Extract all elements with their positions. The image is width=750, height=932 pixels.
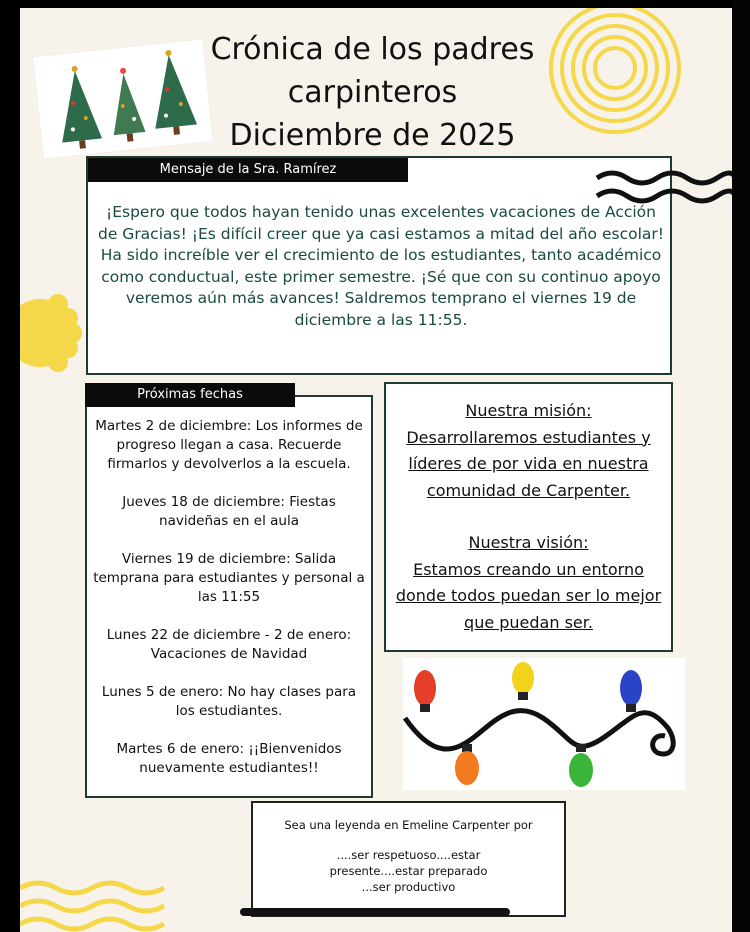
date-item: Martes 6 de enero: ¡¡Bienvenidos nuevamente estudiantes!! [116, 741, 342, 776]
christmas-tree-icon [54, 64, 102, 151]
screen-edge [732, 0, 750, 932]
legend-line-2: ....ser respetuoso....estar presente....estar preparado [329, 848, 488, 878]
message-label: Mensaje de la Sra. Ramírez [88, 158, 408, 182]
upcoming-dates-box [85, 387, 373, 798]
scroll-indicator[interactable] [240, 908, 510, 916]
light-bulb-icon [512, 662, 534, 700]
message-box [86, 156, 672, 375]
light-bulb-icon [455, 744, 479, 785]
light-bulb-icon [414, 670, 436, 712]
newsletter-page [20, 8, 732, 932]
date-item: Jueves 18 de diciembre: Fiestas navideñas en el aula [122, 494, 336, 529]
light-bulb-icon [620, 670, 642, 712]
title-line-2: carpinteros [287, 75, 458, 110]
christmas-lights-image [403, 658, 685, 790]
mission-title: Nuestra misión: [465, 401, 592, 420]
newsletter-title [200, 28, 545, 157]
date-item: Lunes 22 de diciembre - 2 de enero: Vacaciones de Navidad [106, 627, 352, 662]
upcoming-dates-label: Próximas fechas [85, 383, 295, 407]
christmas-trees-image [33, 39, 213, 158]
christmas-tree-icon [107, 66, 147, 143]
date-item: Lunes 5 de enero: No hay clases para los estudiantes. [101, 684, 357, 719]
light-bulb-icon [569, 744, 593, 787]
date-item: Viernes 19 de diciembre: Salida temprana para estudiantes y personal a las 11:55 [93, 551, 365, 605]
message-text: ¡Espero que todos hayan tenido unas excelentes vacaciones de Acción de Gracias! ¡Es difícil creer que ya casi estamos a mitad del año escolar! Ha sido increíble ver el crecimiento de los estudiantes, tanto académico como conductual, este primer semestre. ¡Sé que con su continuo apoyo veremos aún más avances! Saldremos temprano el viernes 19 de diciembre a las 11:55. [98, 203, 664, 329]
wave-lines-decoration [20, 878, 170, 932]
mission-vision-box [384, 382, 673, 652]
christmas-tree-icon [147, 48, 198, 137]
scalloped-circle-decoration [20, 288, 83, 378]
date-item: Martes 2 de diciembre: Los informes de progreso llegan a casa. Recuerde firmarlos y devolverlos a la escuela. [95, 418, 363, 472]
title-line-1: Crónica de los padres [210, 32, 535, 67]
mission-text: Desarrollaremos estudiantes y líderes de por vida en nuestra comunidad de Carpenter. [406, 427, 651, 500]
vision-title: Nuestra visión: [468, 533, 589, 552]
concentric-circles-decoration [545, 8, 685, 138]
legend-line-3: ...ser productivo [361, 880, 456, 894]
legend-box [251, 801, 566, 917]
vision-text: Estamos creando un entorno donde todos puedan ser lo mejor que puedan ser. [395, 559, 662, 632]
title-line-3: Diciembre de 2025 [229, 118, 516, 153]
zigzag-decoration [595, 168, 732, 208]
legend-line-1: Sea una leyenda en Emeline Carpenter por [284, 818, 533, 832]
